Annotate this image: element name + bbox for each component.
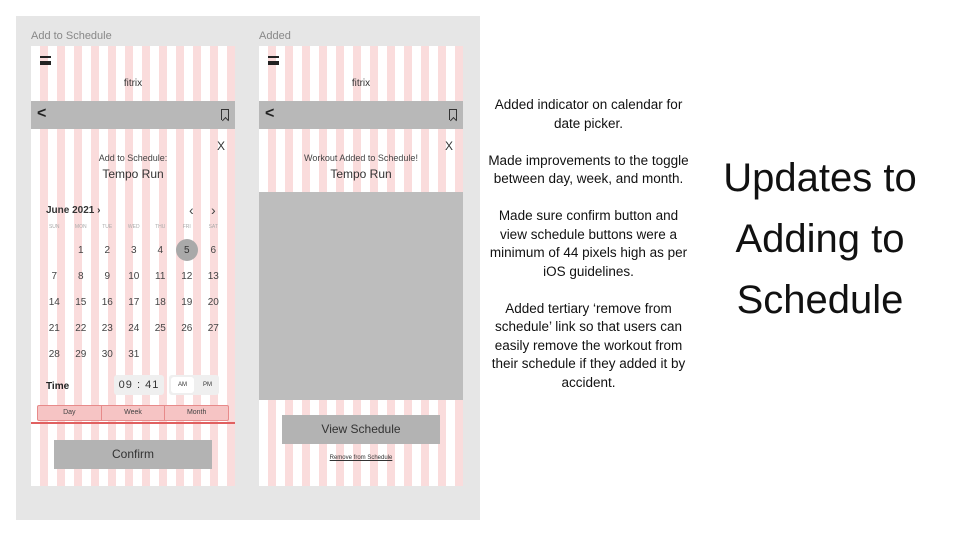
calendar-day[interactable]: 27	[207, 322, 219, 334]
calendar-day[interactable]: 29	[75, 348, 87, 360]
weekday-label: WED	[127, 224, 140, 230]
month-selector[interactable]: June 2021 ›	[46, 205, 101, 216]
pm-option[interactable]: PM	[203, 382, 212, 388]
slide-title: Updates to Adding to Schedule	[723, 156, 917, 322]
schedule-placeholder	[259, 192, 463, 400]
calendar-grid	[41, 237, 231, 367]
sheet-title: Add to Schedule:	[98, 153, 168, 163]
chevron-left-icon[interactable]: <	[265, 105, 275, 122]
calendar-day[interactable]: 18	[154, 296, 166, 308]
calendar-day[interactable]: 31	[128, 348, 140, 360]
calendar-day[interactable]: 1	[77, 244, 84, 256]
view-schedule-button[interactable]: View Schedule	[282, 415, 440, 444]
calendar-day[interactable]: 30	[101, 348, 113, 360]
calendar-day[interactable]: 13	[207, 270, 219, 282]
note-item: Made improvements to the toggle between day, week, and month.	[488, 152, 689, 186]
calendar-day-selected[interactable]: 5	[174, 237, 201, 263]
weekday-label: TUE	[102, 224, 113, 230]
calendar-day	[41, 237, 68, 263]
weekday-label: SUN	[48, 224, 60, 230]
notes	[487, 96, 690, 411]
close-icon[interactable]: X	[444, 139, 453, 153]
segment-week[interactable]: Week	[101, 406, 165, 420]
note-item: Added tertiary ‘remove from schedule’ link so that users can easily remove the workout from their schedule if they added it by accident.	[491, 300, 686, 390]
calendar-day[interactable]: 12	[181, 270, 193, 282]
note-item: Made sure confirm button and view schedule buttons were a minimum of 44 pixels high as per iOS guidelines.	[489, 208, 688, 279]
chevron-left-icon[interactable]: ‹	[189, 202, 194, 218]
nav-bar	[259, 101, 463, 129]
schedule-sheet	[31, 133, 235, 486]
chevron-right-icon[interactable]: ›	[211, 202, 216, 218]
calendar-day[interactable]: 11	[155, 270, 166, 282]
am-option[interactable]: AM	[171, 377, 194, 393]
calendar-day[interactable]: 7	[51, 270, 58, 282]
bookmark-icon[interactable]	[449, 109, 457, 120]
added-screen	[259, 46, 463, 486]
weekday-label: FRI	[182, 224, 191, 230]
calendar-day[interactable]: 28	[48, 348, 60, 360]
calendar-day[interactable]: 8	[77, 270, 84, 282]
calendar-day[interactable]: 6	[210, 244, 217, 256]
weekday-label: SAT	[208, 224, 218, 230]
weekday-label: THU	[155, 224, 166, 230]
frame-label-added: Added	[259, 30, 291, 42]
calendar-day[interactable]: 19	[181, 296, 193, 308]
calendar-day[interactable]: 2	[104, 244, 111, 256]
calendar-day[interactable]: 17	[128, 296, 140, 308]
nav-bar	[31, 101, 235, 129]
calendar-day[interactable]: 20	[207, 296, 219, 308]
calendar-day[interactable]: 3	[130, 244, 137, 256]
calendar-day[interactable]: 4	[157, 244, 164, 256]
view-toggle	[37, 405, 229, 421]
weekday-header	[41, 224, 231, 230]
calendar-day[interactable]: 9	[104, 270, 111, 282]
calendar-day[interactable]: 15	[75, 296, 87, 308]
am-pm-toggle	[169, 375, 219, 395]
frame-label-add-to-schedule: Add to Schedule	[31, 30, 112, 42]
note-item: Added indicator on calendar for date picker.	[494, 97, 683, 131]
calendar-day[interactable]: 21	[48, 322, 60, 334]
calendar-day[interactable]: 10	[128, 270, 140, 282]
segment-day[interactable]: Day	[63, 409, 76, 416]
app-brand: fitrix	[351, 78, 371, 89]
sheet-title: Workout Added to Schedule!	[304, 153, 418, 163]
calendar-day[interactable]: 23	[101, 322, 113, 334]
calendar-day[interactable]: 16	[101, 296, 113, 308]
remove-from-schedule-link[interactable]: Remove from Schedule	[329, 455, 393, 461]
confirm-button[interactable]: Confirm	[54, 440, 212, 469]
calendar-day[interactable]: 24	[128, 322, 140, 334]
hamburger-menu-icon[interactable]	[268, 56, 279, 65]
chevron-left-icon[interactable]: <	[37, 105, 47, 122]
time-label: Time	[46, 381, 70, 392]
add-to-schedule-screen	[31, 46, 235, 486]
calendar-day[interactable]: 26	[181, 322, 193, 334]
hamburger-menu-icon[interactable]	[40, 56, 51, 65]
segment-underline	[31, 422, 235, 424]
confirmation-sheet	[259, 133, 463, 486]
segment-month[interactable]: Month	[164, 406, 228, 420]
calendar-day[interactable]: 14	[48, 296, 60, 308]
app-brand: fitrix	[123, 78, 143, 89]
calendar-day[interactable]: 22	[75, 322, 87, 334]
time-input[interactable]: 09 : 41	[114, 375, 164, 395]
workout-name: Tempo Run	[330, 167, 392, 181]
workout-name: Tempo Run	[102, 167, 164, 181]
weekday-label: MON	[74, 224, 87, 230]
calendar-day[interactable]: 25	[154, 322, 166, 334]
bookmark-icon[interactable]	[221, 109, 229, 120]
close-icon[interactable]: X	[216, 139, 225, 153]
